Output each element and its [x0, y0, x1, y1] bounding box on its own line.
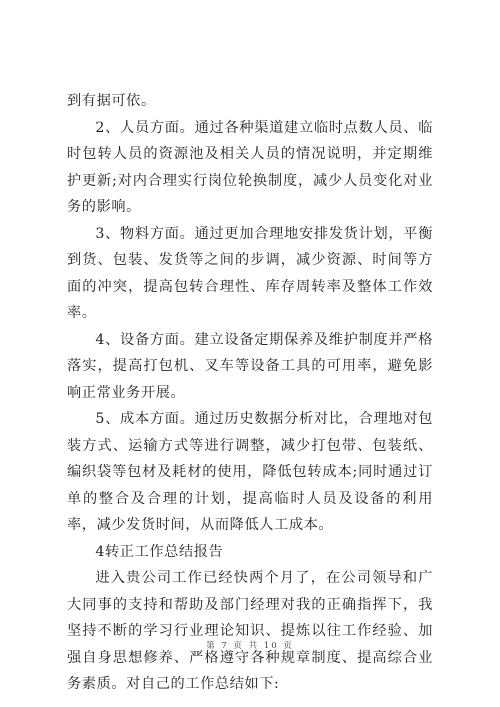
paragraph-personnel: 2、人员方面。通过各种渠道建立临时点数人员、临时包转人员的资源池及相关人员的情况说明，并定期维护更新;对内合理实行岗位轮换制度，减少人员变化对业务的影响。	[67, 119, 433, 215]
document-body	[67, 88, 433, 698]
paragraph-cost: 5、成本方面。通过历史数据分析对比，合理地对包装方式、运输方式等进行调整，减少打包带、包装纸、编织袋等包材及耗材的使用，降低包转成本;同时通过订单的整合及合理的计划，提高临时人员及设备的利用率，减少发货时间，从而降低人工成本。	[67, 411, 433, 533]
section-heading: 4转正工作总结报告	[95, 543, 224, 560]
paragraph-continuation: 到有据可依。	[67, 93, 156, 109]
paragraph-intro: 进入贵公司工作已经快两个月了，在公司领导和广大同事的支持和帮助及部门经理对我的正确指挥下，我坚持不断的学习行业理论知识、提炼以往工作经验、加强自身思想修养、严格遵守各种规章制度、提高综合业务素质。对自己的工作总结如下:	[67, 570, 433, 692]
paragraph-materials: 3、物料方面。通过更加合理地安排发货计划，平衡到货、包装、发货等之间的步调，减少资源、时间等方面的冲突，提高包转合理性、库存周转率及整体工作效率。	[67, 225, 433, 321]
page-footer: 第 7 页 共 10 页	[206, 641, 294, 651]
paragraph-equipment: 4、设备方面。建立设备定期保养及维护制度并严格落实，提高打包机、叉车等设备工具的可用率，避免影响正常业务开展。	[67, 331, 433, 401]
